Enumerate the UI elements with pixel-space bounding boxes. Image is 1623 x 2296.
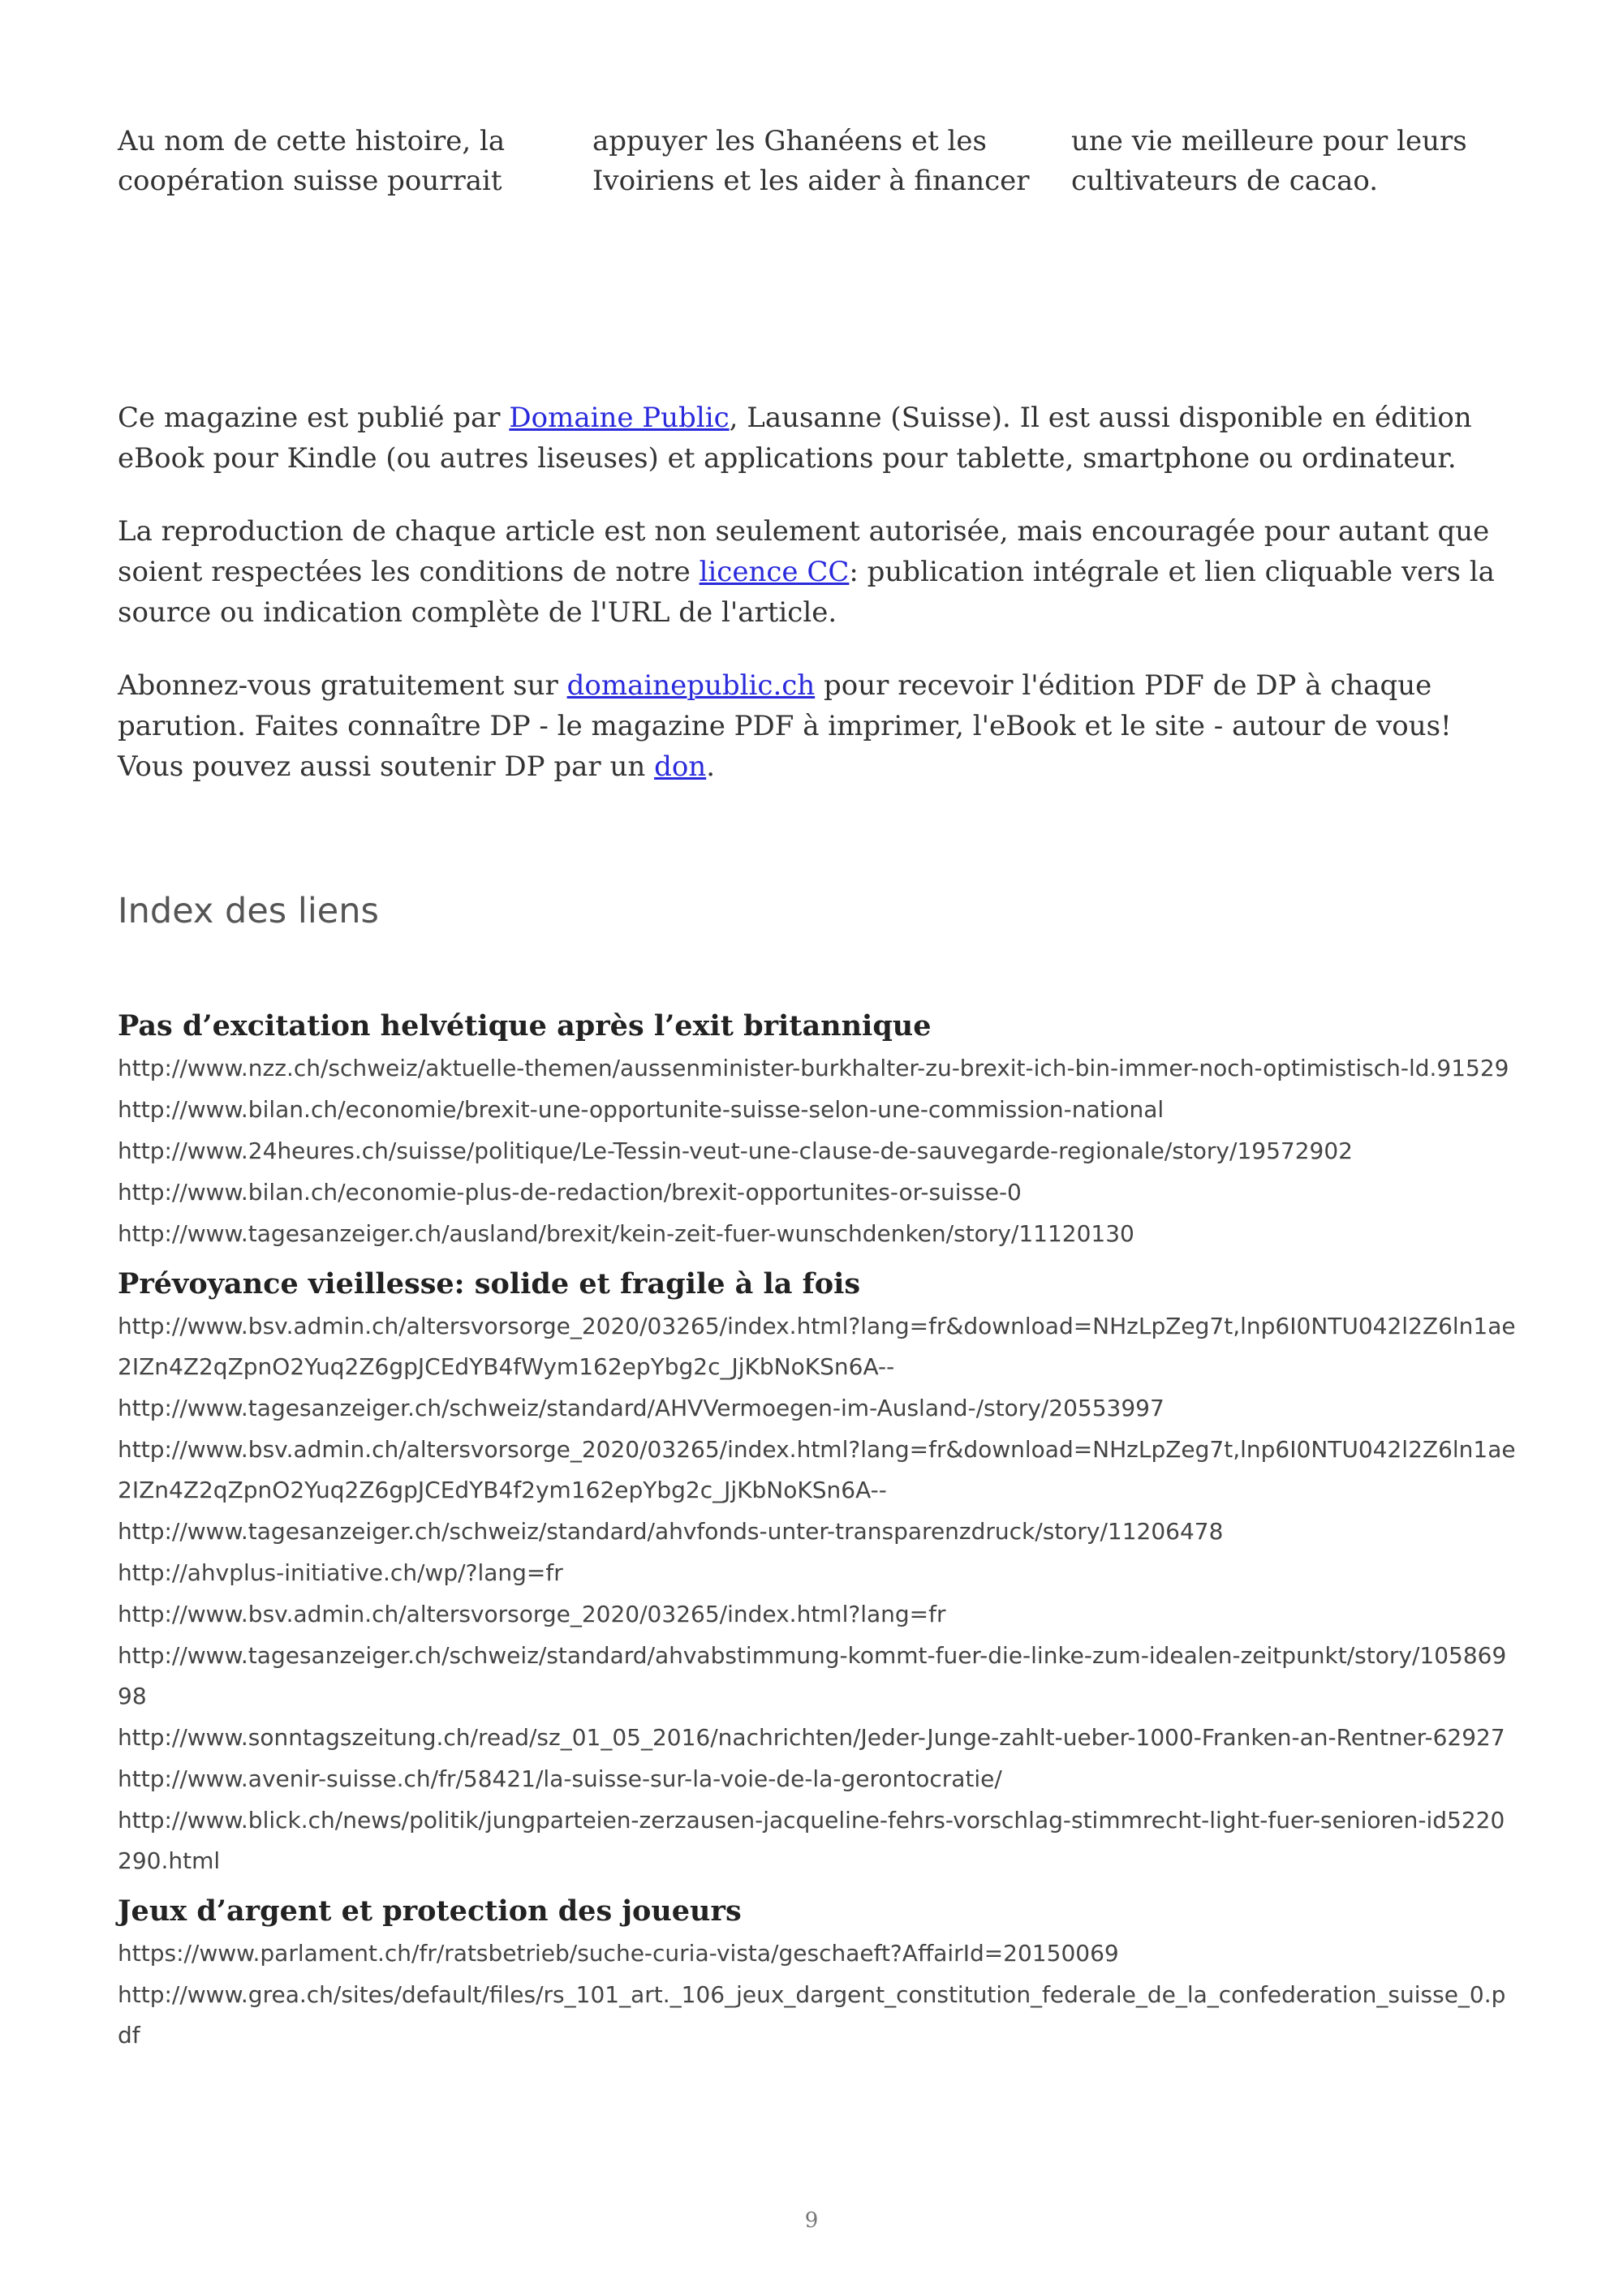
link-item[interactable]: http://www.grea.ch/sites/default/files/rs_101_art._106_jeux_dargent_constitution_federale_de_la_confederation_suisse_0.pdf <box>118 1981 1506 2049</box>
link-item[interactable]: http://ahvplus-initiative.ch/wp/?lang=fr <box>118 1559 563 1586</box>
link-item[interactable]: http://www.bsv.admin.ch/altersvorsorge_2020/03265/index.html?lang=fr&download=NHzLpZeg7t,lnp6I0NTU042l2Z6ln1ae2IZn4Z2qZpnO2Yuq2Z6gpJCEdYB4f2ym162epYbg2c_JjKbNoKSn6A-- <box>118 1436 1516 1503</box>
publisher-info <box>118 398 1513 819</box>
link-item[interactable]: http://www.tagesanzeiger.ch/schweiz/standard/AHVVermoegen-im-Ausland-/story/20553997 <box>118 1395 1165 1421</box>
text: pour recevoir l'édition PDF de DP à chaque parution. Faites connaître DP - le magazine PDF à imprimer, l'eBook et le site - autour de vous! Vous pouvez aussi soutenir DP par un <box>118 669 1452 783</box>
text: . <box>706 750 716 783</box>
section-title: Pas d’excitation helvétique après l’exit britannique <box>118 1009 932 1043</box>
column-1: Au nom de cette histoire, la coopération suisse pourrait <box>118 125 506 197</box>
link-item[interactable]: https://www.parlament.ch/fr/ratsbetrieb/suche-curia-vista/geschaeft?AffairId=20150069 <box>118 1940 1119 1967</box>
link-list <box>118 1933 1518 2056</box>
text: : publication intégrale et lien cliquable vers la source ou indication complète de l'URL de l'article. <box>118 556 1495 629</box>
licence-cc-link[interactable]: licence CC <box>699 556 850 588</box>
link-item[interactable]: http://www.24heures.ch/suisse/politique/Le-Tessin-veut-une-clause-de-sauvegarde-regionale/story/19572902 <box>118 1137 1353 1164</box>
section-title: Prévoyance vieillesse: solide et fragile à la fois <box>118 1267 861 1301</box>
page-number: 9 <box>804 2208 819 2233</box>
index-section <box>118 1006 1518 1254</box>
link-list <box>118 1048 1518 1254</box>
text: La reproduction de chaque article est non seulement autorisée, mais encouragée pour autant que soient respectées les conditions de notre <box>118 515 1490 588</box>
link-item[interactable]: http://www.nzz.ch/schweiz/aktuelle-themen/aussenminister-burkhalter-zu-brexit-ich-bin-immer-noch-optimistisch-ld.91529 <box>118 1055 1509 1081</box>
link-item[interactable]: http://www.blick.ch/news/politik/jungparteien-zerzausen-jacqueline-fehrs-vorschlag-stimmrecht-light-fuer-senioren-id5220290.html <box>118 1807 1505 1874</box>
link-index <box>118 1006 1518 2066</box>
link-list <box>118 1306 1518 1881</box>
don-link[interactable]: don <box>654 750 707 783</box>
link-item[interactable]: http://www.tagesanzeiger.ch/schweiz/standard/ahvfonds-unter-transparenzdruck/story/11206478 <box>118 1518 1224 1545</box>
publisher-paragraph-1 <box>118 398 1513 479</box>
link-item[interactable]: http://www.bsv.admin.ch/altersvorsorge_2020/03265/index.html?lang=fr&download=NHzLpZeg7t,lnp6I0NTU042l2Z6ln1ae2IZn4Z2qZpnO2Yuq2Z6gpJCEdYB4fWym162epYbg2c_JjKbNoKSn6A-- <box>118 1313 1516 1380</box>
link-item[interactable]: http://www.sonntagszeitung.ch/read/sz_01_05_2016/nachrichten/Jeder-Junge-zahlt-ueber-1000-Franken-an-Rentner-62927 <box>118 1724 1505 1751</box>
section-title: Jeux d’argent et protection des joueurs <box>118 1894 742 1928</box>
article-columns <box>118 122 1513 201</box>
link-item[interactable]: http://www.bsv.admin.ch/altersvorsorge_2020/03265/index.html?lang=fr <box>118 1601 946 1627</box>
index-section <box>118 1891 1518 2056</box>
link-item[interactable]: http://www.tagesanzeiger.ch/ausland/brexit/kein-zeit-fuer-wunschdenken/story/11120130 <box>118 1220 1134 1247</box>
link-item[interactable]: http://www.avenir-suisse.ch/fr/58421/la-suisse-sur-la-voie-de-la-gerontocratie/ <box>118 1765 1002 1792</box>
column-3: une vie meilleure pour leurs cultivateurs de cacao. <box>1071 125 1467 197</box>
publisher-paragraph-3 <box>118 665 1513 787</box>
domainepublic-link[interactable]: domainepublic.ch <box>566 669 816 702</box>
domaine-public-link[interactable]: Domaine Public <box>509 402 730 434</box>
link-item[interactable]: http://www.tagesanzeiger.ch/schweiz/standard/ahvabstimmung-kommt-fuer-die-linke-zum-idealen-zeitpunkt/story/10586998 <box>118 1642 1507 1709</box>
text: , Lausanne (Suisse). Il est aussi disponible en édition eBook pour Kindle (ou autres liseuses) et applications pour tablette, smartphone ou ordinateur. <box>118 402 1472 475</box>
index-title: Index des liens <box>118 891 379 931</box>
link-item[interactable]: http://www.bilan.ch/economie-plus-de-redaction/brexit-opportunites-or-suisse-0 <box>118 1179 1022 1206</box>
text: Ce magazine est publié par <box>118 402 510 434</box>
link-item[interactable]: http://www.bilan.ch/economie/brexit-une-opportunite-suisse-selon-une-commission-national <box>118 1096 1165 1123</box>
index-section <box>118 1264 1518 1881</box>
text: Abonnez-vous gratuitement sur <box>118 669 567 702</box>
publisher-paragraph-2 <box>118 511 1513 633</box>
column-2: appuyer les Ghanéens et les Ivoiriens et les aider à financer <box>592 125 1030 197</box>
